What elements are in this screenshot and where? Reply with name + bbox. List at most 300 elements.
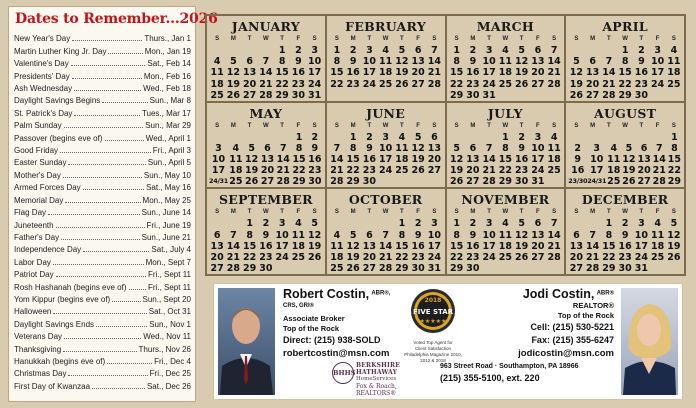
day-cell: 2	[621, 218, 629, 230]
day-cell: 21	[547, 67, 561, 79]
weekday-header: M	[230, 122, 236, 129]
day-cell: 22	[618, 78, 632, 90]
day-cell: 20	[210, 251, 224, 263]
weekday-header: S	[454, 36, 459, 42]
date-item	[14, 155, 191, 167]
day-cell: 17	[211, 165, 226, 177]
day-cell: 2	[518, 131, 525, 143]
agent-jodi	[496, 287, 614, 360]
date-item-date: Fri., Sept 11	[148, 270, 191, 280]
day-cell: 10	[379, 142, 393, 154]
day-cell: 17	[651, 67, 665, 79]
day-cell: 16	[466, 240, 480, 252]
weekday-header: T	[519, 209, 524, 216]
day-cell: 28	[547, 251, 561, 263]
day-cell: 13	[569, 240, 583, 252]
day-cell: 8	[349, 142, 357, 154]
day-cell-empty	[601, 45, 617, 56]
day-cell: 28	[602, 89, 616, 101]
day-cell: 15	[667, 154, 682, 166]
month-june	[326, 102, 446, 189]
weekday-header: M	[230, 36, 236, 42]
weekday-header: T	[280, 36, 284, 42]
day-cell: 12	[667, 229, 681, 241]
weekday-header: F	[296, 36, 301, 42]
day-cell: 19	[245, 165, 259, 177]
day-cell: 13	[586, 67, 600, 79]
month-name: OCTOBER	[348, 192, 423, 208]
date-item-name: Good Friday	[14, 146, 59, 156]
day-cell: 13	[260, 154, 275, 166]
dotted-leader	[64, 127, 144, 128]
day-cell: 24	[482, 251, 496, 263]
day-cell: 6	[264, 142, 271, 154]
day-cell: 8	[278, 56, 286, 68]
date-item-name: Juneteenth	[14, 220, 54, 230]
day-cell: 19	[346, 251, 360, 263]
day-cell: 2	[262, 218, 270, 230]
day-cell: 4	[502, 218, 509, 230]
dotted-leader	[53, 264, 144, 265]
day-cell: 21	[652, 165, 666, 177]
day-cell: 22	[667, 165, 682, 177]
dotted-leader	[72, 78, 142, 79]
dotted-leader	[105, 140, 144, 141]
dotted-leader	[72, 40, 142, 41]
month-name: APRIL	[602, 19, 648, 34]
date-item-date: Sat., Feb 14	[147, 59, 191, 69]
day-cell: 26	[411, 165, 425, 177]
day-cell: 25	[498, 251, 512, 263]
day-cell: 20	[531, 240, 545, 252]
weekday-header-row	[568, 208, 682, 216]
day-cell: 4	[333, 229, 341, 241]
day-cell-empty	[258, 45, 274, 56]
day-cell: 15	[292, 154, 306, 166]
day-cell: 9	[469, 56, 477, 68]
day-cell: 18	[607, 165, 621, 177]
day-cell: 24	[482, 78, 496, 90]
weekday-header: T	[367, 209, 372, 216]
day-cell: 1	[398, 218, 406, 230]
day-cell: 27	[637, 176, 651, 188]
day-cell: 19	[515, 240, 529, 252]
weekday-header: W	[502, 209, 509, 216]
day-cell: 6	[534, 45, 542, 56]
day-cell-empty	[568, 132, 587, 143]
day-cell: 7	[550, 218, 558, 230]
day-cell: 18	[547, 154, 561, 166]
weekday-header-row	[449, 208, 563, 216]
month-name: FEBRUARY	[345, 19, 427, 34]
weekday-header: T	[487, 209, 491, 216]
date-item-date: Mon., Jan 19	[144, 46, 191, 56]
dates-title: Dates to Remember...2026	[15, 11, 218, 27]
day-cell: 13	[531, 229, 545, 241]
month-may	[206, 102, 326, 189]
day-cell-empty	[621, 132, 636, 143]
weekday-header: W	[502, 122, 509, 129]
date-item-date: Sat., May 16	[146, 183, 191, 193]
date-item-name: Rosh Hashanah (begins eve of)	[14, 282, 127, 292]
day-cell-empty	[606, 132, 621, 143]
agent-right-team: Top of the Rock	[557, 311, 614, 320]
day-cell: 28	[427, 78, 441, 90]
day-cell: 17	[275, 240, 289, 252]
weekday-header: T	[400, 122, 404, 129]
dotted-leader	[68, 375, 147, 376]
day-cell: 5	[573, 56, 580, 68]
dotted-leader	[48, 214, 140, 215]
calendar-grid	[205, 14, 686, 276]
weekday-header-row	[329, 208, 443, 216]
day-cell: 23	[634, 78, 648, 90]
day-cell: 2	[349, 45, 357, 56]
agent-right-credentials: ABR®	[596, 290, 614, 297]
day-cell: 27	[210, 263, 224, 275]
day-cell: 21	[602, 78, 616, 90]
day-cell: 15	[498, 154, 512, 166]
day-cell: 20	[427, 154, 441, 166]
day-cell: 6	[640, 142, 648, 154]
day-cell: 15	[275, 67, 289, 79]
day-cell: 14	[259, 67, 273, 79]
day-grid	[449, 218, 563, 274]
day-cell: 23	[515, 165, 529, 177]
agent-left-email: robertcostin@msn.com	[283, 347, 390, 359]
day-cell: 17	[308, 67, 322, 79]
day-cell: 7	[262, 56, 270, 68]
day-cell: 20	[531, 67, 545, 79]
weekday-header-row	[209, 122, 323, 130]
day-cell: 19	[395, 67, 409, 79]
dotted-leader	[56, 276, 146, 277]
date-item-name: Hanukkah (begins eve of)	[14, 356, 106, 366]
day-cell: 10	[308, 56, 322, 68]
day-cell: 1	[453, 45, 460, 56]
weekday-header: S	[432, 209, 437, 216]
month-august	[565, 102, 685, 189]
day-cell: 10	[427, 229, 441, 241]
day-cell: 23	[411, 251, 425, 263]
day-cell: 1	[333, 45, 341, 56]
day-cell: 12	[515, 229, 529, 241]
weekday-header: S	[574, 122, 579, 129]
day-cell: 4	[654, 218, 661, 230]
agent-left-team: Top of the Rock	[283, 323, 340, 333]
date-item	[14, 130, 191, 142]
day-cell: 11	[547, 142, 561, 154]
weekday-header: S	[454, 122, 459, 129]
month-january	[206, 15, 326, 102]
day-cell: 16	[346, 67, 360, 79]
day-cell: 22	[450, 251, 464, 263]
day-cell: 28	[276, 176, 290, 188]
day-cell: 25	[210, 89, 224, 101]
day-grid	[329, 132, 443, 188]
day-grid	[329, 218, 443, 274]
day-cell: 27	[411, 78, 425, 90]
day-cell: 3	[654, 45, 661, 56]
date-item	[14, 93, 191, 105]
day-cell: 13	[210, 240, 224, 252]
day-cell: 8	[295, 142, 303, 154]
day-cell: 3	[311, 45, 318, 56]
day-cell: 15	[602, 240, 616, 252]
date-item-date: Sat., Dec 26	[146, 381, 191, 391]
dotted-leader	[68, 164, 145, 165]
day-cell: 25	[395, 165, 409, 177]
weekday-header: S	[552, 122, 557, 129]
weekday-header: S	[215, 209, 220, 216]
day-cell: 19	[622, 165, 636, 177]
date-item-name: Mother's Day	[14, 170, 61, 180]
weekday-header: F	[655, 122, 660, 129]
day-cell: 16	[308, 154, 322, 166]
day-cell: 25	[607, 176, 621, 188]
date-item-name: Valentine's Day	[14, 59, 69, 69]
weekday-header: W	[622, 122, 628, 129]
day-cell: 10	[634, 229, 648, 241]
date-item	[14, 267, 191, 279]
day-cell: 5	[398, 45, 406, 56]
weekday-header-row	[449, 122, 563, 130]
weekday-header: S	[215, 36, 220, 42]
day-cell-empty	[275, 132, 291, 143]
day-cell: 28	[547, 78, 561, 90]
date-item-date: Fri., April 3	[152, 146, 191, 156]
weekday-header: M	[350, 209, 356, 216]
brokerage-line2: HomeServices	[356, 376, 397, 382]
day-cell: 5	[349, 229, 357, 241]
day-cell: 1	[349, 131, 357, 143]
day-cell: 14	[602, 67, 616, 79]
day-cell: 26	[515, 251, 529, 263]
dotted-leader	[92, 388, 145, 389]
date-item	[14, 105, 191, 117]
date-item-name: St. Patrick's Day	[14, 108, 73, 118]
day-cell: 17	[362, 67, 376, 79]
day-cell-empty	[209, 218, 225, 229]
day-cell-empty	[378, 218, 394, 229]
day-cell: 14	[427, 56, 441, 68]
day-cell: 19	[667, 240, 681, 252]
day-cell: 18	[498, 240, 512, 252]
day-cell: 17	[634, 240, 648, 252]
month-july	[446, 102, 566, 189]
weekday-header: T	[607, 209, 611, 216]
date-item	[14, 242, 191, 254]
dotted-leader	[83, 189, 144, 190]
date-item-name: First Day of Kwanzaa	[14, 381, 91, 391]
day-cell: 21	[379, 251, 393, 263]
dotted-leader	[74, 90, 141, 91]
day-cell-empty	[228, 132, 244, 143]
day-cell: 17	[482, 240, 496, 252]
day-cell: 9	[469, 229, 477, 241]
day-cell: 6	[366, 229, 373, 241]
day-cell: 17	[379, 154, 393, 166]
day-cell: 20	[411, 67, 425, 79]
day-cell: 25	[547, 165, 561, 177]
day-cell: 12	[245, 154, 259, 166]
day-cell: 16	[362, 154, 376, 166]
date-item-date: Sun., Sept 20	[142, 294, 191, 304]
weekday-header: F	[536, 209, 540, 216]
day-cell-empty	[637, 132, 652, 143]
weekday-header: F	[655, 36, 660, 42]
date-item-date: Sun., Mar 8	[149, 96, 191, 106]
date-item	[14, 192, 191, 204]
day-cell: 27	[362, 263, 376, 275]
day-cell-empty	[260, 132, 276, 143]
day-cell: 11	[291, 229, 305, 241]
date-item	[14, 366, 191, 378]
day-cell: 6	[246, 56, 253, 68]
day-grid	[209, 45, 323, 101]
weekday-header: T	[280, 209, 284, 216]
day-cell: 14	[547, 229, 561, 241]
weekday-header: S	[312, 209, 317, 216]
day-cell: 21	[482, 165, 496, 177]
day-cell: 31	[634, 263, 648, 275]
day-cell: 12	[411, 142, 425, 154]
dotted-leader	[56, 227, 145, 228]
weekday-header: S	[432, 122, 437, 129]
day-cell: 19	[308, 240, 322, 252]
weekday-header: T	[367, 36, 372, 42]
date-item-name: Daylight Savings Ends	[14, 319, 95, 329]
day-cell: 16	[618, 240, 632, 252]
month-december	[565, 188, 685, 275]
day-cell: 28	[586, 263, 600, 275]
day-cell: 5	[670, 218, 678, 230]
date-item	[14, 81, 191, 93]
date-item-date: Mon., Sept 7	[145, 257, 191, 267]
day-cell: 19	[515, 67, 529, 79]
weekday-header: T	[247, 209, 252, 216]
date-item-name: Passover (begins eve of)	[14, 133, 103, 143]
dotted-leader	[108, 53, 142, 54]
date-item	[14, 329, 191, 341]
weekday-header-row	[568, 35, 682, 43]
day-cell: 13	[427, 142, 441, 154]
day-cell: 11	[395, 142, 409, 154]
day-grid	[568, 132, 682, 188]
day-cell-empty	[209, 45, 225, 56]
date-item	[14, 378, 191, 390]
date-item-name: Palm Sunday	[14, 121, 62, 131]
day-cell-empty	[465, 132, 481, 143]
weekday-header: W	[263, 36, 269, 42]
dotted-leader	[102, 102, 147, 103]
day-grid	[329, 45, 443, 90]
day-cell: 24	[427, 251, 441, 263]
day-cell: 13	[243, 67, 257, 79]
day-cell: 25	[498, 78, 512, 90]
weekday-header: W	[622, 36, 628, 42]
weekday-header: S	[574, 209, 579, 216]
day-cell: 26	[346, 263, 360, 275]
day-cell: 25	[379, 78, 393, 90]
weekday-header: F	[655, 209, 660, 216]
day-cell: 9	[574, 154, 582, 166]
day-cell: 9	[262, 229, 270, 241]
weekday-header: M	[590, 36, 596, 42]
day-cell-empty	[587, 132, 606, 143]
date-item-name: Ash Wednesday	[14, 84, 73, 94]
day-cell: 7	[605, 56, 613, 68]
date-item-date: Sun., May 10	[143, 170, 191, 180]
weekday-header: F	[296, 122, 301, 129]
weekday-header: M	[590, 209, 596, 216]
day-cell: 29	[395, 263, 409, 275]
day-cell: 30	[411, 263, 425, 275]
day-cell: 3	[593, 142, 601, 154]
day-cell: 3	[366, 45, 373, 56]
weekday-header: M	[470, 36, 476, 42]
day-cell: 11	[651, 229, 665, 241]
day-cell-empty	[329, 218, 345, 229]
robert-costin-photo	[218, 288, 275, 395]
day-cell: 24	[362, 78, 376, 90]
weekday-header: M	[350, 36, 356, 42]
date-item-date: Sun., Mar 29	[145, 121, 191, 131]
agent-right-fax: Fax: (215) 355-6247	[531, 335, 614, 345]
weekday-header-row	[329, 35, 443, 43]
day-cell: 23/30	[568, 177, 588, 186]
day-cell: 21	[276, 165, 290, 177]
weekday-header: F	[416, 209, 420, 216]
day-cell: 18	[210, 78, 224, 90]
day-cell: 28	[259, 89, 273, 101]
day-cell: 5	[414, 131, 422, 143]
day-cell: 2	[295, 45, 302, 56]
month-name: JUNE	[366, 105, 406, 121]
weekday-header: S	[454, 209, 459, 216]
weekday-header: S	[552, 36, 557, 42]
badge-year: 2018	[424, 297, 442, 304]
day-cell-empty	[209, 132, 228, 143]
day-cell: 5	[518, 218, 525, 230]
day-cell: 19	[411, 154, 425, 166]
day-cell: 9	[311, 142, 319, 154]
weekday-header: S	[334, 122, 339, 129]
day-cell: 30	[515, 176, 529, 188]
agent-right-email: jodicostin@msn.com	[518, 348, 614, 359]
day-cell: 3	[638, 218, 645, 230]
day-cell: 12	[226, 67, 240, 79]
day-cell: 23	[618, 251, 632, 263]
day-cell: 29	[667, 176, 682, 188]
day-cell: 8	[453, 229, 460, 241]
day-cell: 18	[395, 154, 409, 166]
day-cell: 8	[671, 142, 678, 154]
day-cell-empty	[345, 218, 361, 229]
day-cell: 29	[243, 263, 257, 275]
day-cell: 26	[245, 176, 259, 188]
day-cell: 6	[213, 229, 221, 241]
day-cell: 12	[395, 56, 409, 68]
office-address: 963 Street Road · Southampton, PA 18966	[440, 363, 579, 370]
day-cell: 30	[308, 176, 322, 188]
day-cell: 23	[291, 78, 305, 90]
date-item	[14, 167, 191, 179]
day-cell: 26	[450, 176, 464, 188]
weekday-header: T	[400, 209, 404, 216]
day-cell: 14	[276, 154, 290, 166]
date-item-name: Memorial Day	[14, 195, 64, 205]
